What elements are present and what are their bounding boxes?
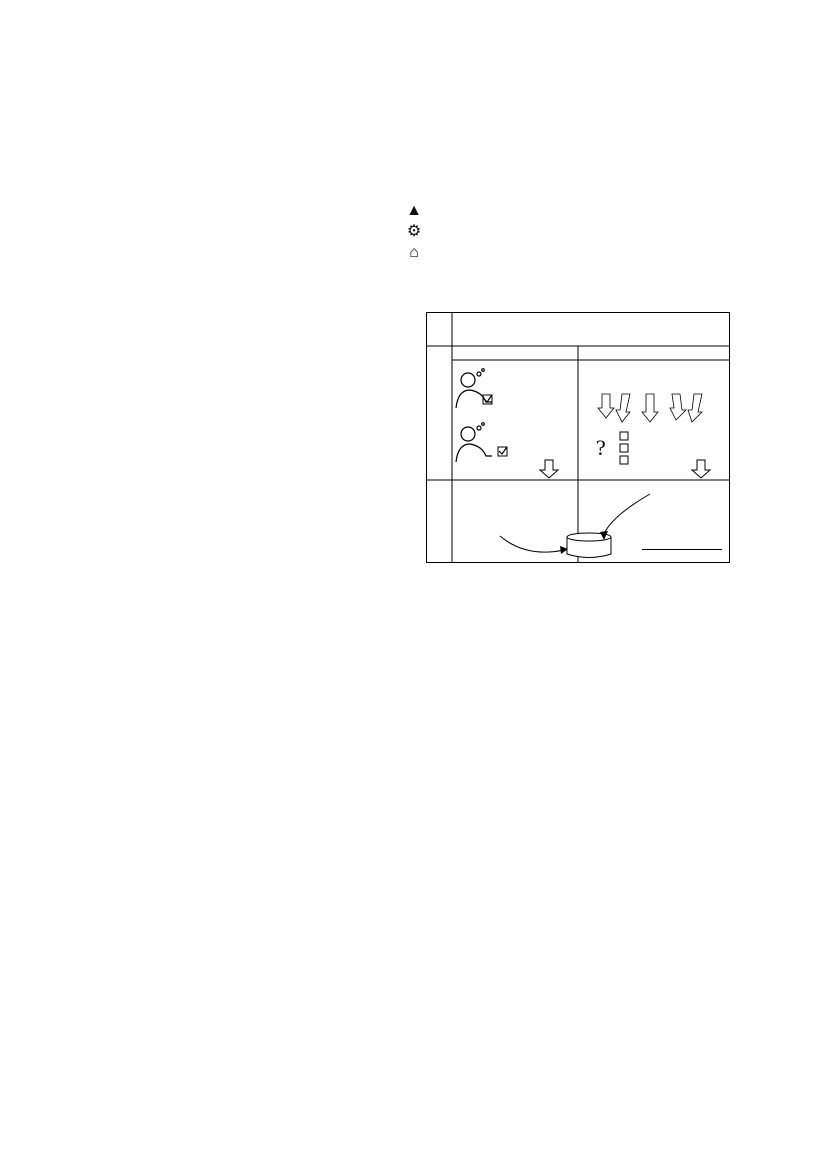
affiliation-1 [0, 200, 828, 221]
expert-person-icon [456, 423, 492, 462]
checkbox-icon [620, 456, 628, 464]
author-list [0, 157, 828, 199]
affiliation-2 [0, 221, 828, 242]
crowd-arrows-icon [598, 394, 702, 422]
down-arrow-icon [540, 460, 558, 478]
checkbox-icon [620, 432, 628, 440]
mountain-icon: ▲ [406, 202, 422, 219]
how-to-use-arrow [500, 536, 564, 552]
down-arrow-icon [692, 460, 710, 478]
section-heading [99, 918, 113, 936]
figure-1 [426, 312, 730, 564]
robot-icon: ⚙ [406, 223, 422, 240]
checkbox-icon [620, 444, 628, 452]
train-arrow [604, 494, 650, 534]
question-mark-icon: ? [596, 435, 606, 460]
building-icon: ⌂ [409, 244, 419, 261]
affiliation-3 [0, 242, 828, 263]
